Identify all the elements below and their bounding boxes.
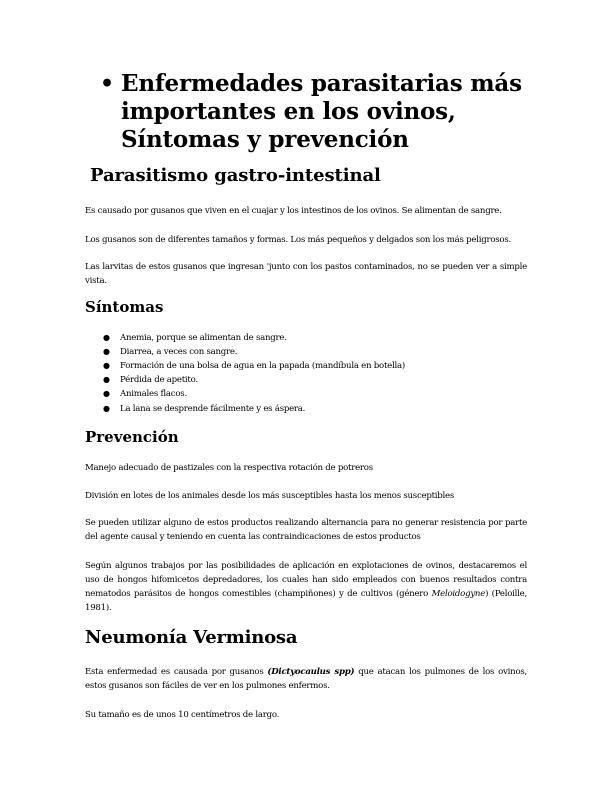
paragraph-causa: Es causado por gusanos que viven en el cuajar y los intestinos de los ovinos. Se alimentan de sangre. (85, 206, 502, 216)
title-line-1: Enfermedades parasitarias más (121, 70, 522, 97)
paragraph-neumonia: Esta enfermedad es causada por gusanos (Dictyocaulus spp) que atacan los pulmones de los ovinos, estos gusanos son fáciles de ver en los pulmones enfermos. (85, 667, 528, 691)
title-line-3: Síntomas y prevención (121, 126, 409, 153)
list-bullet: ● (103, 375, 110, 384)
paragraph-productos: Se pueden utilizar alguno de estos productos realizando alternancia para no generar resistencia por parte del agente causal y teniendo en cuenta las contraindicaciones de estos productos (85, 518, 527, 542)
title-bullet: • (100, 71, 115, 97)
paragraph-tamano: Su tamaño es de unos 10 centímetros de largo. (85, 710, 280, 720)
list-bullet: ● (103, 389, 110, 398)
paragraph-division: División en lotes de los animales desde los más susceptibles hasta los menos susceptibles (85, 491, 455, 501)
genus-name: Meloidogyne (431, 589, 486, 599)
scientific-name: (Dictyocaulus spp) (267, 667, 355, 677)
section-heading-neumonia: Neumonía Verminosa (85, 627, 298, 648)
list-bullet: ● (103, 361, 110, 370)
list-bullet: ● (103, 333, 110, 342)
paragraph-manejo: Manejo adecuado de pastizales con la respectiva rotación de potreros (85, 463, 373, 473)
paragraph-larvitas: Las larvitas de estos gusanos que ingresan 'junto con los pastos contaminados, no se pueden ver a simple vista. (85, 262, 527, 286)
section-heading-prevencion: Prevención (85, 428, 179, 446)
list-bullet: ● (103, 347, 110, 356)
paragraph-gusanos: Los gusanos son de diferentes tamaños y formas. Los más pequeños y delgados son los más peligrosos. (85, 235, 511, 245)
section-heading-sintomas: Síntomas (85, 298, 164, 316)
paragraph-hongos: Según algunos trabajos por las posibilidades de aplicación en explotaciones de ovinos, destacaremos el uso de hongos hifomicetos depredadores, los cuales han sido empleados con buenos resultados contra nematodos parásitos de hongos comestibles (champiñones) y de cultivos (género Meloidogyne) (Peloille, 1981). (85, 561, 527, 613)
page-title (121, 70, 561, 154)
list-bullet: ● (103, 404, 110, 413)
document-page: • Enfermedades parasitarias más importantes en los ovinos, Síntomas y prevención Parasitismo gastro-intestinal Es causado por gusanos que viven en el cuajar y los intestinos de los ovinos. Se alimentan de sangre. Los gusanos son de diferentes tamaños y formas. Los más pequeños y delgados son los más peligrosos. Las larvitas de estos gusanos que ingresan 'junto con los pastos contaminados, no se pueden ver a simple vista. Síntomas ● Anemia, porque se alimentan de sangre. ● Diarrea, a veces con sangre. ● Formación de una bolsa de agua en la papada (mandíbula en botella) ● Pérdida de apetito. ● Animales flacos. ● La lana se desprende fácilmente y es áspera. Prevención Manejo adecuado de pastizales con la respectiva rotación de potreros División en lotes de los animales desde los más susceptibles hasta los menos susceptibles Se pueden utilizar alguno de estos productos realizando alternancia para no generar resistencia por parte del agente causal y teniendo en cuenta las contraindicaciones de estos productos Según algunos trabajos por las posibilidades de aplicación en explotaciones de ovinos, destacaremos el uso de hongos hifomicetos depredadores, los cuales han sido empleados con buenos resultados contra nematodos parásitos de hongos comestibles (champiñones) y de cultivos (género Meloidogyne) (Peloille, 1981). Neumonía Verminosa Esta enfermedad es causada por gusanos (Dictyocaulus spp) que atacan los pulmones de los ovinos, estos gusanos son fáciles de ver en los pulmones enfermos. Su tamaño es de unos 10 centímetros de largo. (0, 0, 612, 792)
title-line-2: importantes en los ovinos, (121, 98, 456, 125)
section-heading-parasitismo: Parasitismo gastro-intestinal (90, 165, 381, 186)
